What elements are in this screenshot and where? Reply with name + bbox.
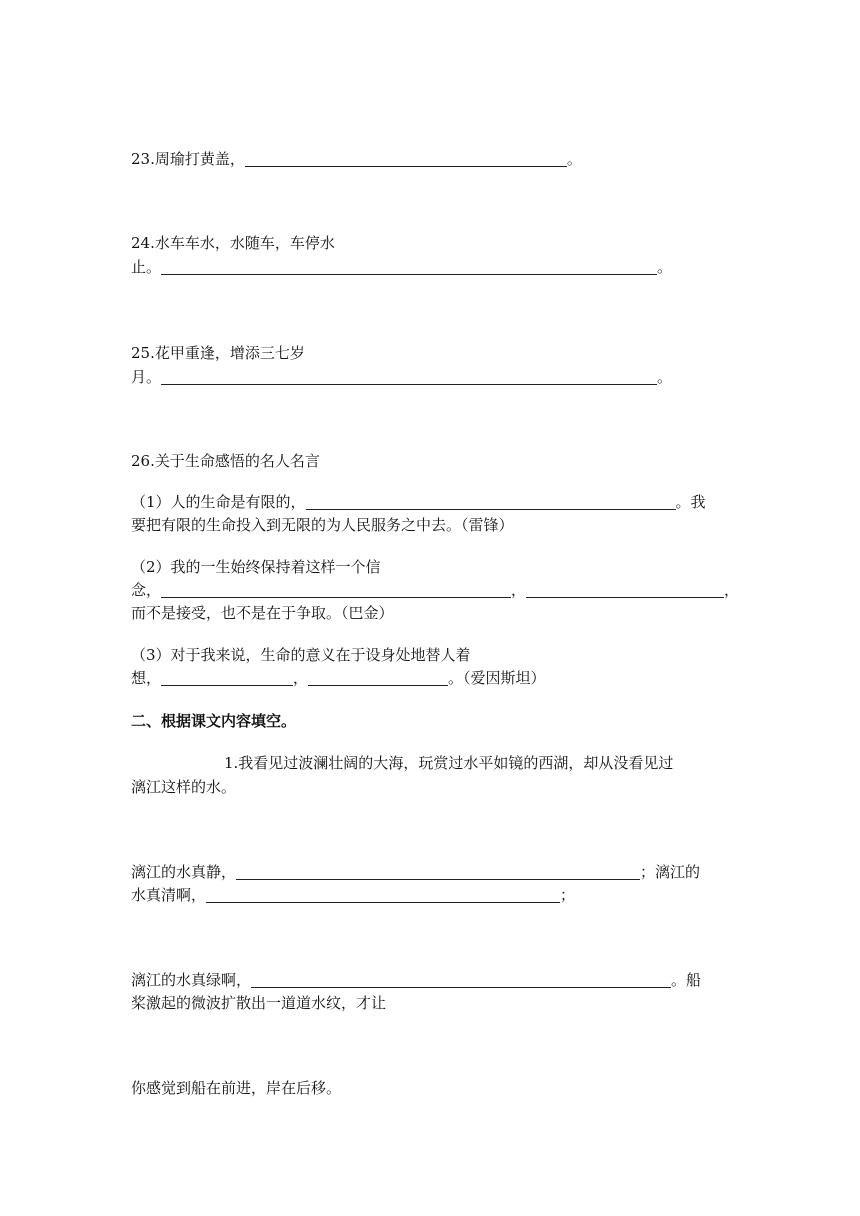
item-26-s1-line1 (131, 491, 706, 513)
item-24-end: 。 (657, 258, 673, 276)
section-2-p2-line1 (131, 861, 700, 883)
p3-blank[interactable] (251, 971, 671, 988)
item-23 (131, 148, 582, 170)
p3-suffix: 。船 (671, 971, 702, 989)
p2-line2-suffix: ； (560, 886, 576, 904)
item-23-text: 23.周瑜打黄盖， (131, 150, 245, 168)
item-24-prefix: 止。 (131, 258, 162, 276)
s3-prefix: 想， (131, 669, 162, 687)
section-2-heading: 二、根据课文内容填空。 (131, 712, 297, 730)
s2-blank-1[interactable] (161, 581, 511, 598)
p2-blank-1[interactable] (236, 863, 640, 880)
item-26-s1-line2: 要把有限的生命投入到无限的为人民服务之中去。（雷锋） (131, 516, 514, 534)
s3-blank-2[interactable] (308, 669, 448, 686)
section-2-p2-line2 (131, 884, 575, 906)
s2-mid: ， (511, 581, 527, 599)
item-26-s3-line2 (131, 667, 546, 689)
s2-blank-2[interactable] (526, 581, 724, 598)
section-2-p3-line2: 桨激起的微波扩散出一道道水纹，才让 (131, 994, 387, 1012)
p2-blank-2[interactable] (206, 886, 560, 903)
item-23-end: 。 (566, 150, 582, 168)
item-25-prefix: 月。 (131, 368, 162, 386)
item-25-end: 。 (657, 368, 673, 386)
item-26-s2-line2 (131, 579, 739, 601)
s3-mid: ， (293, 669, 309, 687)
section-2-p1-line2: 漓江这样的水。 (131, 778, 237, 796)
item-24-line2 (131, 256, 672, 278)
s1-blank[interactable] (306, 493, 676, 510)
p2-prefix: 漓江的水真静， (131, 863, 237, 881)
item-25-blank[interactable] (161, 368, 657, 385)
s2-prefix: 念， (131, 581, 162, 599)
s2-suffix: ， (724, 581, 740, 599)
s3-blank-1[interactable] (161, 669, 293, 686)
item-26-title: 26.关于生命感悟的名人名言 (131, 452, 320, 470)
p2-line2-prefix: 水真清啊， (131, 886, 207, 904)
item-26-s2-line3: 而不是接受，也不是在于争取。（巴金） (131, 604, 394, 622)
s1-suffix: 。我 (675, 493, 706, 511)
item-24-line1: 24.水车车水，水随车，车停水 (131, 234, 335, 252)
item-25-line1: 25.花甲重逢，增添三七岁 (131, 344, 305, 362)
item-26-s3-line1: （3）对于我来说，生命的意义在于设身处地替人着 (131, 646, 471, 664)
section-2-p3-line1 (131, 969, 701, 991)
item-25-line2 (131, 366, 672, 388)
item-23-blank[interactable] (245, 150, 567, 167)
p3-prefix: 漓江的水真绿啊， (131, 971, 252, 989)
item-24-blank[interactable] (161, 258, 657, 275)
section-2-p1-line1: 1.我看见过波澜壮阔的大海，玩赏过水平如镜的西湖，却从没看见过 (224, 754, 674, 772)
s3-suffix: 。（爱因斯坦） (448, 669, 546, 687)
item-26-s2-line1: （2）我的一生始终保持着这样一个信 (131, 558, 381, 576)
s1-prefix: （1）人的生命是有限的， (131, 493, 306, 511)
section-2-p4: 你感觉到船在前进，岸在后移。 (131, 1079, 342, 1097)
p2-suffix: ；漓江的 (640, 863, 701, 881)
